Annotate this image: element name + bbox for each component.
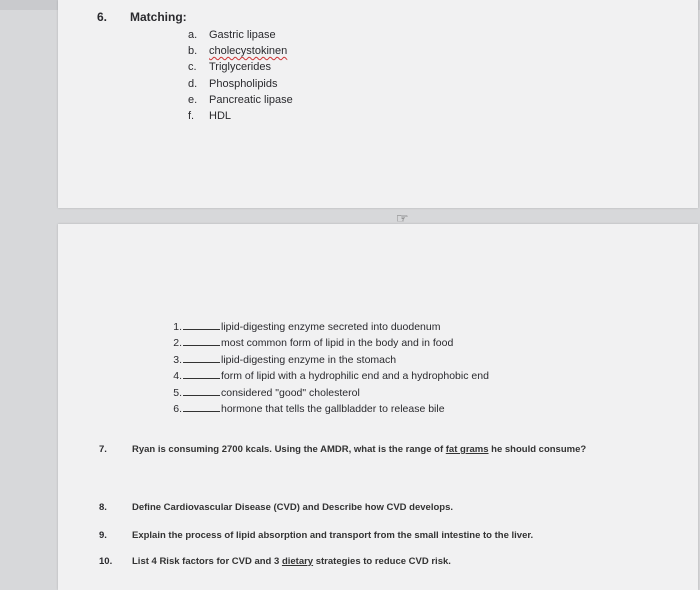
answer-blank[interactable] — [183, 401, 220, 412]
matching-item — [168, 352, 489, 368]
question-number: 9. — [99, 530, 107, 541]
question-text — [132, 555, 592, 568]
matching-item — [168, 401, 489, 417]
choice-item — [188, 43, 293, 59]
question-text-part: he should consume? — [488, 444, 587, 455]
question-number: 7. — [99, 444, 107, 455]
question-number: 8. — [99, 502, 107, 513]
choice-item — [188, 92, 293, 108]
question-text — [132, 443, 592, 456]
item-description: lipid-digesting enzyme secreted into duodenum — [221, 321, 441, 333]
item-number: 2. — [173, 337, 182, 350]
choice-text: HDL — [209, 110, 232, 123]
choice-letter: c. — [188, 61, 197, 74]
choice-text-misspelled: cholecystokinen — [209, 45, 288, 58]
answer-blank[interactable] — [183, 385, 220, 396]
question-text-part: Ryan is consuming 2700 kcals. Using the AMDR, what is the range of — [132, 444, 446, 455]
answer-blank[interactable] — [183, 368, 220, 379]
choice-item — [188, 76, 293, 92]
choice-text: Triglycerides — [209, 61, 271, 74]
document-page-1[interactable] — [58, 0, 698, 208]
matching-items-list — [168, 319, 489, 417]
matching-choices-list — [188, 27, 293, 124]
question-number: 10. — [99, 556, 113, 567]
choice-text: Gastric lipase — [209, 29, 276, 41]
choice-letter: a. — [188, 29, 198, 41]
question-6-title: Matching: — [130, 10, 187, 24]
question-text-part: strategies to reduce CVD risk. — [313, 556, 451, 567]
matching-item — [168, 385, 489, 401]
matching-item — [168, 368, 489, 384]
item-number: 5. — [173, 386, 182, 399]
question-text-part: List 4 Risk factors for CVD and 3 — [132, 556, 282, 567]
mouse-pointer-icon: ☞ — [396, 210, 409, 226]
item-number: 4. — [173, 370, 182, 383]
choice-item — [188, 108, 293, 124]
item-number: 3. — [173, 353, 182, 366]
choice-letter: e. — [188, 93, 198, 106]
choice-item — [188, 27, 293, 43]
item-description: form of lipid with a hydrophilic end and a hydrophobic end — [221, 370, 489, 383]
answer-blank[interactable] — [183, 352, 220, 363]
choice-text: Pancreatic lipase — [209, 93, 293, 106]
choice-letter: f. — [188, 110, 195, 123]
matching-item — [168, 319, 489, 335]
choice-letter: b. — [188, 45, 198, 58]
choice-text: Phospholipids — [209, 77, 278, 90]
question-text-underlined: fat grams — [445, 444, 489, 455]
choice-letter: d. — [188, 77, 198, 90]
item-number: 6. — [173, 403, 182, 416]
item-description: considered "good" cholesterol — [221, 386, 360, 399]
question-6-number: 6. — [97, 10, 108, 24]
answer-blank[interactable] — [183, 319, 220, 330]
answer-blank[interactable] — [183, 335, 220, 346]
question-text-underlined: dietary — [281, 556, 314, 567]
item-description: lipid-digesting enzyme in the stomach — [221, 353, 397, 366]
question-text: Explain the process of lipid absorption and transport from the small intestine to the liver. — [132, 530, 534, 541]
choice-item — [188, 59, 293, 75]
item-description: hormone that tells the gallbladder to release bile — [221, 403, 445, 416]
question-text: Define Cardiovascular Disease (CVD) and Describe how CVD develops. — [132, 502, 453, 513]
matching-item — [168, 335, 489, 351]
item-number: 1. — [173, 321, 182, 333]
item-description: most common form of lipid in the body and in food — [221, 337, 454, 350]
